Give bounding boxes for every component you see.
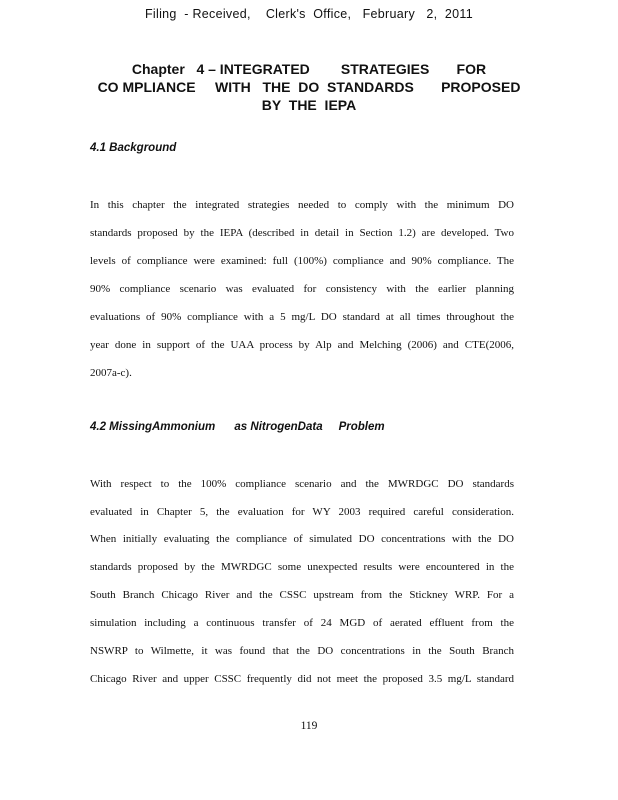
chapter-title-line: CO MPLIANCE WITH THE DO STANDARDS PROPOSED <box>97 79 521 95</box>
paragraph-line: simulation including a continuous transfer of 24 MGD of aerated effluent from the <box>90 617 514 629</box>
paragraph-line: standards proposed by the MWRDGC some unexpected results were encountered in the <box>90 561 514 573</box>
paragraph-line: With respect to the 100% compliance scenario and the MWRDGC DO standards <box>90 478 514 490</box>
page-number: 119 <box>300 720 318 732</box>
paragraph-line: evaluated in Chapter 5, the evaluation for WY 2003 required careful consideration. <box>90 506 514 518</box>
paragraph-line: South Branch Chicago River and the CSSC upstream from the Stickney WRP. For a <box>90 589 514 601</box>
paragraph-line: year done in support of the UAA process by Alp and Melching (2006) and CTE(2006, <box>90 339 514 351</box>
paragraph-line: evaluations of 90% compliance with a 5 mg/L DO standard at all times throughout the <box>90 311 514 323</box>
paragraph-line: standards proposed by the IEPA (described in detail in Section 1.2) are developed. Two <box>90 227 514 239</box>
chapter-title-line: Chapter 4 – INTEGRATED STRATEGIES FOR <box>131 61 487 77</box>
chapter-title-line: BY THE IEPA <box>261 97 357 113</box>
paragraph-line: 2007a-c). <box>90 367 132 379</box>
paragraph-line: Chicago River and upper CSSC frequently did not meet the proposed 3.5 mg/L standard <box>90 673 514 685</box>
paragraph-line: levels of compliance were examined: full (100%) compliance and 90% compliance. The <box>90 255 514 267</box>
paragraph-line: When initially evaluating the compliance of simulated DO concentrations with the DO <box>90 533 514 545</box>
chapter-title <box>60 60 558 114</box>
filing-header: Filing - Received, Clerk's Office, February 2, 2011 <box>145 7 473 21</box>
paragraph-line: In this chapter the integrated strategies needed to comply with the minimum DO <box>90 199 514 211</box>
section-heading-background: 4.1 Background <box>90 142 177 154</box>
paragraph-line: NSWRP to Wilmette, it was found that the DO concentrations in the South Branch <box>90 645 514 657</box>
paragraph-line: 90% compliance scenario was evaluated for consistency with the earlier planning <box>90 283 514 295</box>
section-heading-missing-ammonium: 4.2 MissingAmmonium as NitrogenData Problem <box>90 421 385 433</box>
